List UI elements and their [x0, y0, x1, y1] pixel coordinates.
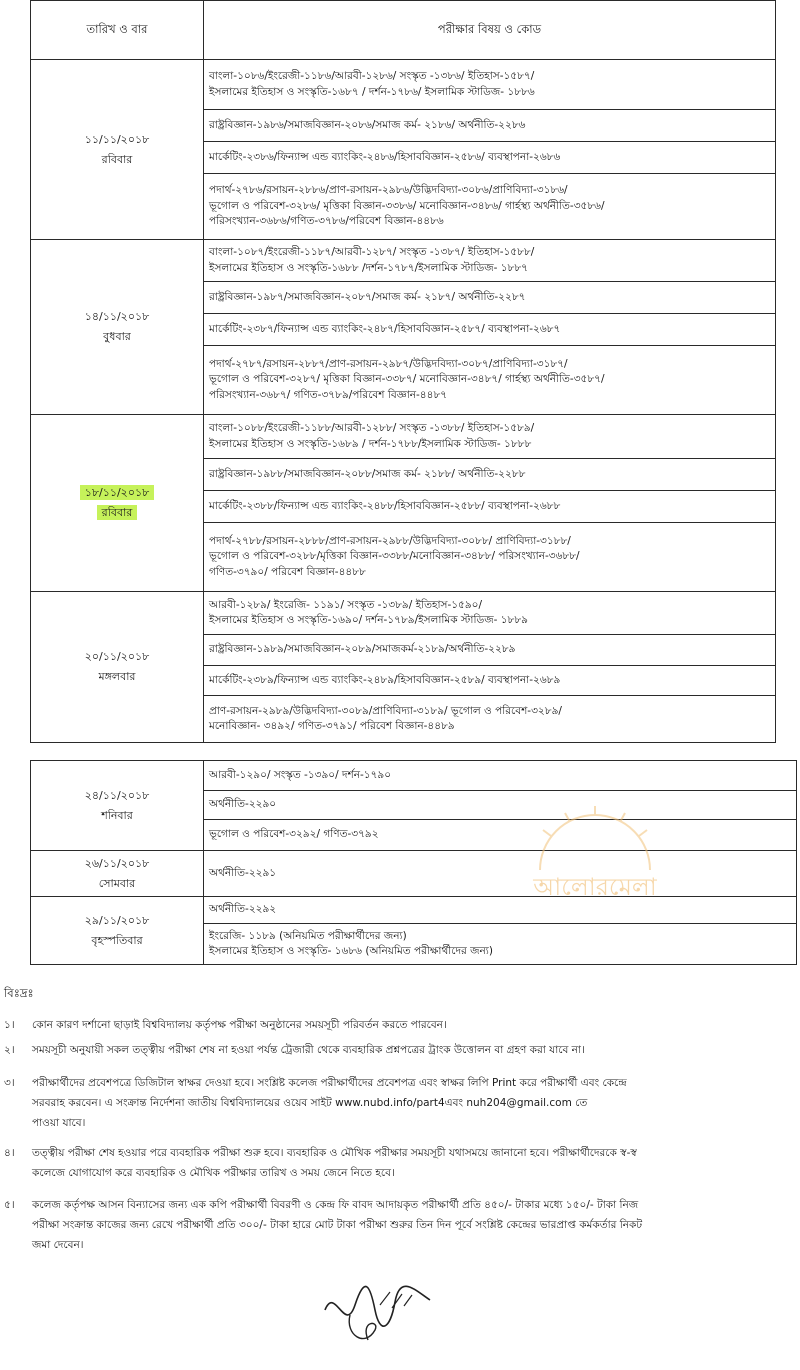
exam-weekday: সোমবার — [98, 876, 136, 890]
exam-date: ১৪/১১/২০১৮ — [84, 310, 150, 323]
note-text: তত্ত্বীয় পরীক্ষা শেষ হওয়ার পরে ব্যবহারিক পরীক্ষা শুরু হবে। ব্যবহারিক ও মৌখিক পরীক্ষার সময়সূচী যথাসময়ে জানানো হবে। পরীক্ষার্থীদেরকে স্ব-স্ব কলেজে যোগাযোগ করে ব্যবহারিক ও মৌখিক পরীক্ষার তারিখ ও সময় জেনে নিতে হবে। — [32, 1147, 637, 1179]
note-text: সময়সূচী অনুযায়ী সকল তত্ত্বীয় পরীক্ষা শেষ না হওয়া পর্যন্ত ট্রেজারী থেকে ব্যবহারিক প্রশ্নপত্রের ট্রাংক উত্তোলন বা গ্রহণ করা যাবে না। — [32, 1044, 585, 1056]
subject-row: অর্থনীতি-২২৯১ — [204, 851, 797, 897]
note-number: ৩। — [4, 1077, 15, 1089]
date-cell — [31, 897, 204, 965]
subject-row: রাষ্ট্রবিজ্ঞান-১৯৮৯/সমাজবিজ্ঞান-২০৮৯/সমাজকর্ম-২১৮৯/অর্থনীতি-২২৮৯ — [204, 635, 776, 666]
table-row — [31, 592, 776, 635]
note-text: কলেজ কর্তৃপক্ষ আসন বিন্যাসের জন্য এক কপি পরীক্ষার্থী বিবরণী ও কেন্দ্র ফি বাবদ আদায়কৃত পরীক্ষার্থী প্রতি ৪৫০/- টাকার মধ্যে ১৫০/- টাকা নিজ পরীক্ষা সংক্রান্ত কাজের জন্য রেখে পরীক্ষার্থী প্রতি ৩০০/- টাকা হারে মোট টাকা পরীক্ষা শুরুর তিন দিন পূর্বে সংশ্লিষ্ট কেন্দ্রের ভারপ্রাপ্ত কর্মকর্তার নিকট জমা দেবেন। — [32, 1199, 643, 1251]
subject-row: মার্কেটিং-২৩৮৭/ফিন্যান্স এন্ড ব্যাংকিং-২৪৮৭/হিসাববিজ্ঞান-২৫৮৭/ ব্যবস্থাপনা-২৬৮৭ — [204, 314, 776, 346]
notes-title: বিঃদ্রঃ — [4, 986, 34, 1000]
subject-row: আরবী-১২৮৯/ ইংরেজি- ১১৯১/ সংস্কৃত -১৩৮৯/ ইতিহাস-১৫৯০/ ইসলামের ইতিহাস ও সংস্কৃতি-১৬৯০/ দর্শন-১৭৮৯/ইসলামিক স্টাডিজ- ১৮৮৯ — [204, 592, 776, 635]
date-cell — [31, 592, 204, 743]
header-date-day: তারিখ ও বার — [31, 1, 204, 60]
exam-weekday: বুধবার — [103, 330, 131, 343]
subject-row: ইংরেজি- ১১৮৯ (অনিয়মিত পরীক্ষার্থীদের জন্য) ইসলামের ইতিহাস ও সংস্কৃতি- ১৬৮৬ (অনিয়মিত পরীক্ষার্থীদের জন্য) — [204, 924, 797, 965]
table-row — [31, 851, 797, 897]
note-number: ২। — [4, 1044, 15, 1056]
header-subject-code: পরীক্ষার বিষয় ও কোড — [204, 1, 776, 60]
exam-weekday: মঙ্গলবার — [98, 670, 136, 683]
table-row — [31, 60, 776, 110]
subject-row: ভূগোল ও পরিবেশ-৩২৯২/ গণিত-৩৭৯২ — [204, 820, 797, 851]
exam-date: ১৮/১১/২০১৮ — [80, 485, 155, 500]
subject-row: মার্কেটিং-২৩৮৯/ফিন্যান্স এন্ড ব্যাংকিং-২৪৮৯/হিসাববিজ্ঞান-২৫৮৯/ ব্যবস্থাপনা-২৬৮৯ — [204, 666, 776, 696]
signature — [320, 1280, 435, 1350]
exam-weekday: শনিবার — [101, 808, 133, 822]
exam-schedule-table — [30, 0, 776, 743]
exam-weekday: রবিবার — [101, 152, 133, 166]
subject-row: বাংলা-১০৮৬/ইংরেজী-১১৮৬/আরবী-১২৮৬/ সংস্কৃত -১৩৮৬/ ইতিহাস-১৫৮৭/ ইসলামের ইতিহাস ও সংস্কৃতি-১৬৮৭ / দর্শন-১৭৮৬/ ইসলামিক স্টাডিজ- ১৮৮৬ — [204, 60, 776, 110]
exam-weekday: বৃহস্পতিবার — [91, 933, 143, 947]
subject-row: প্রাণ-রসায়ন-২৯৮৯/উদ্ভিদবিদ্যা-৩০৮৯/প্রাণিবিদ্যা-৩১৮৯/ ভূগোল ও পরিবেশ-৩২৮৯/ মনোবিজ্ঞান- ৩৪৯২/ গণিত-৩৭৯১/ পরিবেশ বিজ্ঞান-৪৪৮৯ — [204, 696, 776, 743]
subject-row: রাষ্ট্রবিজ্ঞান-১৯৮৭/সমাজবিজ্ঞান-২০৮৭/সমাজ কর্ম- ২১৮৭/ অর্থনীতি-২২৮৭ — [204, 282, 776, 314]
exam-schedule-table-continued — [30, 760, 797, 965]
table-row — [31, 761, 797, 791]
subject-row: পদার্থ-২৭৮৮/রসায়ন-২৮৮৮/প্রাণ-রসায়ন-২৯৮৮/উদ্ভিদবিদ্যা-৩০৮৮/ প্রাণিবিদ্যা-৩১৮৮/ ভূগোল ও পরিবেশ-৩২৮৮/মৃত্তিকা বিজ্ঞান-৩৩৮৮/মনোবিজ্ঞান-৩৪৮৮/ পরিসংখ্যান-৩৬৮৮/ গণিত-৩৭৯০/ পরিবেশ বিজ্ঞান-৪৪৮৮ — [204, 523, 776, 592]
note-number: ১। — [4, 1019, 15, 1031]
date-cell-highlighted — [31, 415, 204, 592]
note-number: ৫। — [4, 1199, 15, 1211]
date-cell — [31, 240, 204, 415]
subject-row: পদার্থ-২৭৮৭/রসায়ন-২৮৮৭/প্রাণ-রসায়ন-২৯৮৭/উদ্ভিদবিদ্যা-৩০৮৭/প্রাণিবিদ্যা-৩১৮৭/ ভূগোল ও পরিবেশ-৩২৮৭/ মৃত্তিকা বিজ্ঞান-৩৩৮৭/ মনোবিজ্ঞান-৩৪৮৭/ গার্হস্থ্য অর্থনীতি-৩৫৮৭/ পরিসংখ্যান-৩৬৮৭/ গণিত-৩৭৮৯/পরিবেশ বিজ্ঞান-৪৪৮৭ — [204, 346, 776, 415]
subject-row: আরবী-১২৯০/ সংস্কৃত -১৩৯০/ দর্শন-১৭৯০ — [204, 761, 797, 791]
table-header-row — [31, 1, 776, 60]
table-row — [31, 240, 776, 282]
subject-row: বাংলা-১০৮৮/ইংরেজী-১১৮৮/আরবী-১২৮৮/ সংস্কৃত -১৩৮৮/ ইতিহাস-১৫৮৯/ ইসলামের ইতিহাস ও সংস্কৃতি-১৬৮৯ / দর্শন-১৭৮৮/ইসলামিক স্টাডিজ- ১৮৮৮ — [204, 415, 776, 459]
exam-date: ২৯/১১/২০১৮ — [84, 913, 150, 927]
subject-row: মার্কেটিং-২৩৮৮/ফিন্যান্স এন্ড ব্যাংকিং-২৪৮৮/হিসাববিজ্ঞান-২৫৮৮/ ব্যবস্থাপনা-২৬৮৮ — [204, 491, 776, 523]
date-cell — [31, 60, 204, 240]
subject-row: মার্কেটিং-২৩৮৬/ফিন্যান্স এন্ড ব্যাংকিং-২৪৮৬/হিসাববিজ্ঞান-২৫৮৬/ ব্যবস্থাপনা-২৬৮৬ — [204, 142, 776, 174]
subject-row: অর্থনীতি-২২৯২ — [204, 897, 797, 924]
subject-row: বাংলা-১০৮৭/ইংরেজী-১১৮৭/আরবী-১২৮৭/ সংস্কৃত -১৩৮৭/ ইতিহাস-১৫৮৮/ ইসলামের ইতিহাস ও সংস্কৃতি-১৬৮৮ /দর্শন-১৭৮৭/ইসলামিক স্টাডিজ- ১৮৮৭ — [204, 240, 776, 282]
watermark-text: আলোরমেলা — [533, 873, 657, 901]
table-row — [31, 415, 776, 459]
note-text: পরীক্ষার্থীদের প্রবেশপত্রে ডিজিটাল স্বাক্ষর দেওয়া হবে। সংশ্লিষ্ট কলেজ পরীক্ষার্থীদের প্রবেশপত্র এবং স্বাক্ষর লিপি Print করে পরীক্ষার্থী এবং কেন্দ্রে সরবরাহ করবেন। এ সংক্রান্ত নির্দেশনা জাতীয় বিশ্ববিদ্যালয়ের ওয়েব সাইট www.nubd.info/part4এবং nuh204@gmail.com তে পাওয়া যাবে। — [32, 1077, 627, 1129]
subject-row: রাষ্ট্রবিজ্ঞান-১৯৮৮/সমাজবিজ্ঞান-২০৮৮/সমাজ কর্ম- ২১৮৮/ অর্থনীতি-২২৮৮ — [204, 459, 776, 491]
subject-row: রাষ্ট্রবিজ্ঞান-১৯৮৬/সমাজবিজ্ঞান-২০৮৬/সমাজ কর্ম- ২১৮৬/ অর্থনীতি-২২৮৬ — [204, 110, 776, 142]
exam-date: ২৪/১১/২০১৮ — [84, 788, 150, 802]
date-cell — [31, 761, 204, 851]
table-row — [31, 897, 797, 924]
exam-date: ২৬/১১/২০১৮ — [84, 856, 150, 870]
subject-row: অর্থনীতি-২২৯০ — [204, 791, 797, 820]
date-cell — [31, 851, 204, 897]
exam-date: ১১/১১/২০১৮ — [84, 132, 150, 146]
subject-row: পদার্থ-২৭৮৬/রসায়ন-২৮৮৬/প্রাণ-রসায়ন-২৯৮৬/উদ্ভিদবিদ্যা-৩০৮৬/প্রাণিবিদ্যা-৩১৮৬/ ভূগোল ও পরিবেশ-৩২৮৬/ মৃত্তিকা বিজ্ঞান-৩৩৮৬/ মনোবিজ্ঞান-৩৪৮৬/ গার্হস্থ্য অর্থনীতি-৩৫৮৬/ পরিসংখ্যান-৩৬৮৬/গণিত-৩৭৮৬/পরিবেশ বিজ্ঞান-৪৪৮৬ — [204, 174, 776, 240]
note-text: কোন কারণ দর্শানো ছাড়াই বিশ্ববিদ্যালয় কর্তৃপক্ষ পরীক্ষা অনুষ্ঠানের সময়সূচী পরিবর্তন করতে পারবেন। — [32, 1019, 447, 1031]
note-number: ৪। — [4, 1147, 15, 1159]
exam-date: ২০/১১/২০১৮ — [84, 650, 150, 663]
exam-weekday: রবিবার — [97, 505, 138, 520]
